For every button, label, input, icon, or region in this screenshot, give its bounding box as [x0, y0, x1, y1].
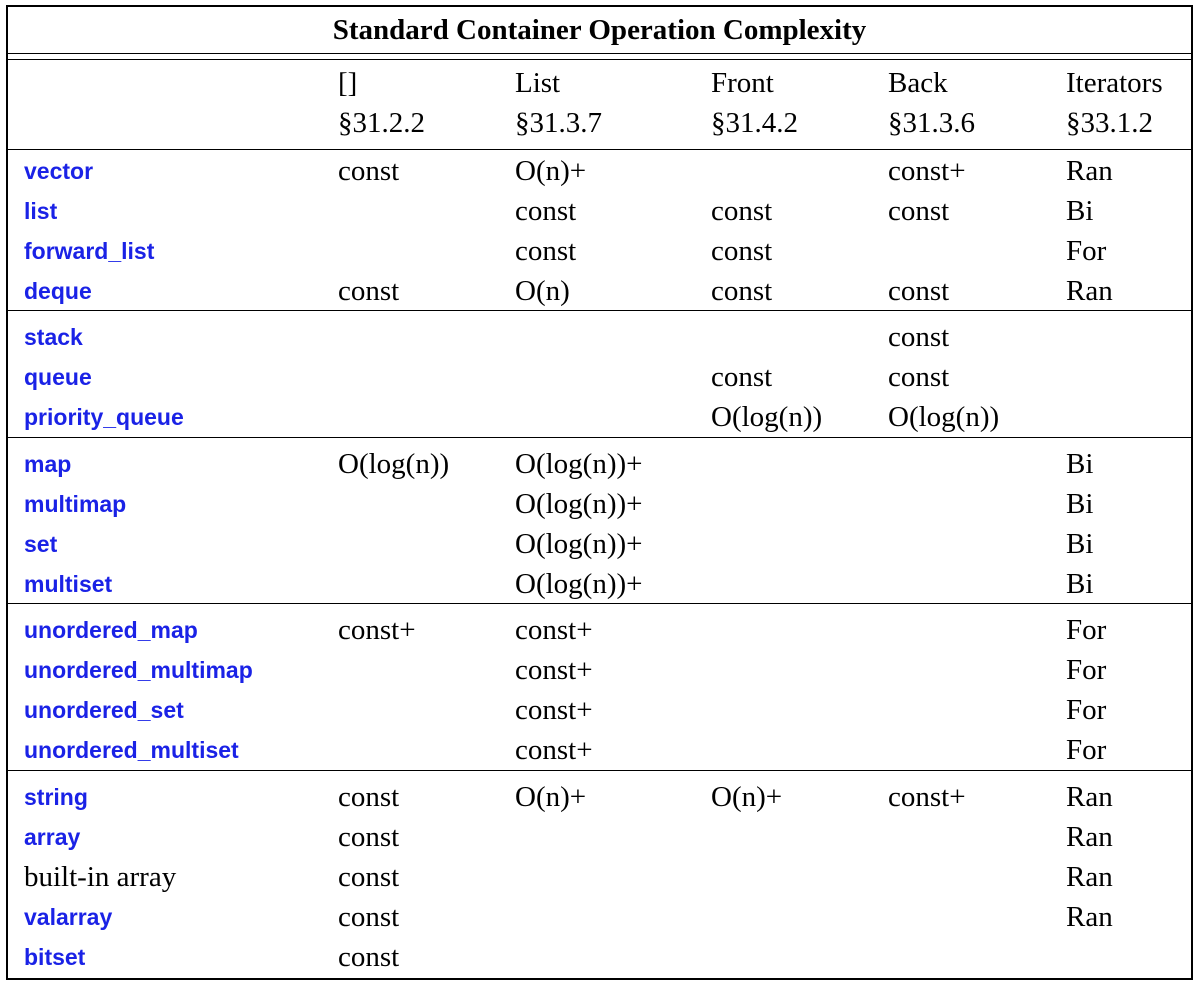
complexity-cell: const — [515, 235, 577, 267]
column-section-ref: §33.1.2 — [1066, 107, 1153, 139]
container-name: multimap — [24, 491, 127, 517]
complexity-cell: Ran — [1066, 821, 1113, 853]
complexity-cell: const — [338, 821, 400, 853]
complexity-cell: O(log(n))+ — [515, 568, 643, 600]
container-name: valarray — [24, 904, 113, 930]
complexity-cell: Ran — [1066, 901, 1113, 933]
complexity-cell: O(log(n))+ — [515, 448, 643, 480]
complexity-cell: const+ — [338, 614, 416, 646]
complexity-cell: const — [888, 361, 950, 393]
complexity-cell: For — [1066, 614, 1107, 646]
table-rule — [8, 149, 1191, 150]
column-header: Back — [888, 67, 948, 99]
column-header: Front — [711, 67, 774, 99]
complexity-cell: const — [711, 361, 773, 393]
complexity-cell: Bi — [1066, 528, 1094, 560]
complexity-cell: const — [711, 195, 773, 227]
container-name: forward_list — [24, 238, 155, 264]
complexity-cell: const — [711, 275, 773, 307]
complexity-cell: O(log(n)) — [888, 401, 1000, 433]
complexity-cell: const+ — [888, 155, 966, 187]
container-name: unordered_map — [24, 617, 198, 643]
container-name: bitset — [24, 944, 86, 970]
container-name: unordered_multiset — [24, 737, 239, 763]
container-name: unordered_set — [24, 697, 184, 723]
table-rule — [8, 437, 1191, 438]
table-title: Standard Container Operation Complexity — [332, 14, 867, 46]
container-name: queue — [24, 364, 92, 390]
table-rule — [8, 53, 1191, 54]
complexity-cell: For — [1066, 694, 1107, 726]
column-section-ref: §31.3.7 — [515, 107, 602, 139]
container-name: set — [24, 531, 58, 557]
complexity-cell: Bi — [1066, 448, 1094, 480]
complexity-cell: For — [1066, 654, 1107, 686]
complexity-cell: const+ — [888, 781, 966, 813]
complexity-cell: const — [888, 275, 950, 307]
complexity-table — [6, 5, 1193, 980]
container-name: vector — [24, 158, 94, 184]
complexity-cell: const+ — [515, 694, 593, 726]
complexity-cell: Ran — [1066, 275, 1113, 307]
container-name: list — [24, 198, 58, 224]
complexity-cell: O(n)+ — [711, 781, 783, 813]
complexity-cell: Ran — [1066, 861, 1113, 893]
complexity-cell: O(log(n))+ — [515, 488, 643, 520]
column-section-ref: §31.3.6 — [888, 107, 975, 139]
table-rule — [8, 310, 1191, 311]
complexity-cell: const — [338, 941, 400, 973]
complexity-cell: const — [338, 155, 400, 187]
column-header: [] — [338, 67, 358, 99]
complexity-cell: Bi — [1066, 488, 1094, 520]
complexity-cell: Bi — [1066, 195, 1094, 227]
container-name: priority_queue — [24, 404, 184, 430]
complexity-cell: Bi — [1066, 568, 1094, 600]
complexity-cell: O(n)+ — [515, 781, 587, 813]
container-name: array — [24, 824, 81, 850]
complexity-cell: O(n) — [515, 275, 570, 307]
container-name: stack — [24, 324, 83, 350]
complexity-cell: const+ — [515, 734, 593, 766]
complexity-cell: For — [1066, 235, 1107, 267]
complexity-cell: O(log(n)) — [338, 448, 450, 480]
column-section-ref: §31.4.2 — [711, 107, 798, 139]
complexity-cell: O(log(n))+ — [515, 528, 643, 560]
complexity-cell: const — [338, 275, 400, 307]
table-rule — [8, 59, 1191, 60]
complexity-cell: Ran — [1066, 781, 1113, 813]
column-header: Iterators — [1066, 67, 1163, 99]
complexity-cell: const — [338, 901, 400, 933]
complexity-cell: const — [515, 195, 577, 227]
complexity-cell: For — [1066, 734, 1107, 766]
complexity-cell: const — [888, 195, 950, 227]
complexity-cell: const — [888, 321, 950, 353]
complexity-cell: const+ — [515, 614, 593, 646]
complexity-cell: const+ — [515, 654, 593, 686]
complexity-cell: const — [711, 235, 773, 267]
column-section-ref: §31.2.2 — [338, 107, 425, 139]
complexity-cell: Ran — [1066, 155, 1113, 187]
container-name: map — [24, 451, 72, 477]
container-name: built-in array — [24, 861, 177, 893]
complexity-cell: O(log(n)) — [711, 401, 823, 433]
table-rule — [8, 770, 1191, 771]
column-header: List — [515, 67, 561, 99]
complexity-cell: const — [338, 781, 400, 813]
container-name: string — [24, 784, 88, 810]
complexity-cell: O(n)+ — [515, 155, 587, 187]
complexity-cell: const — [338, 861, 400, 893]
container-name: multiset — [24, 571, 113, 597]
container-name: deque — [24, 278, 92, 304]
table-rule — [8, 603, 1191, 604]
container-name: unordered_multimap — [24, 657, 253, 683]
